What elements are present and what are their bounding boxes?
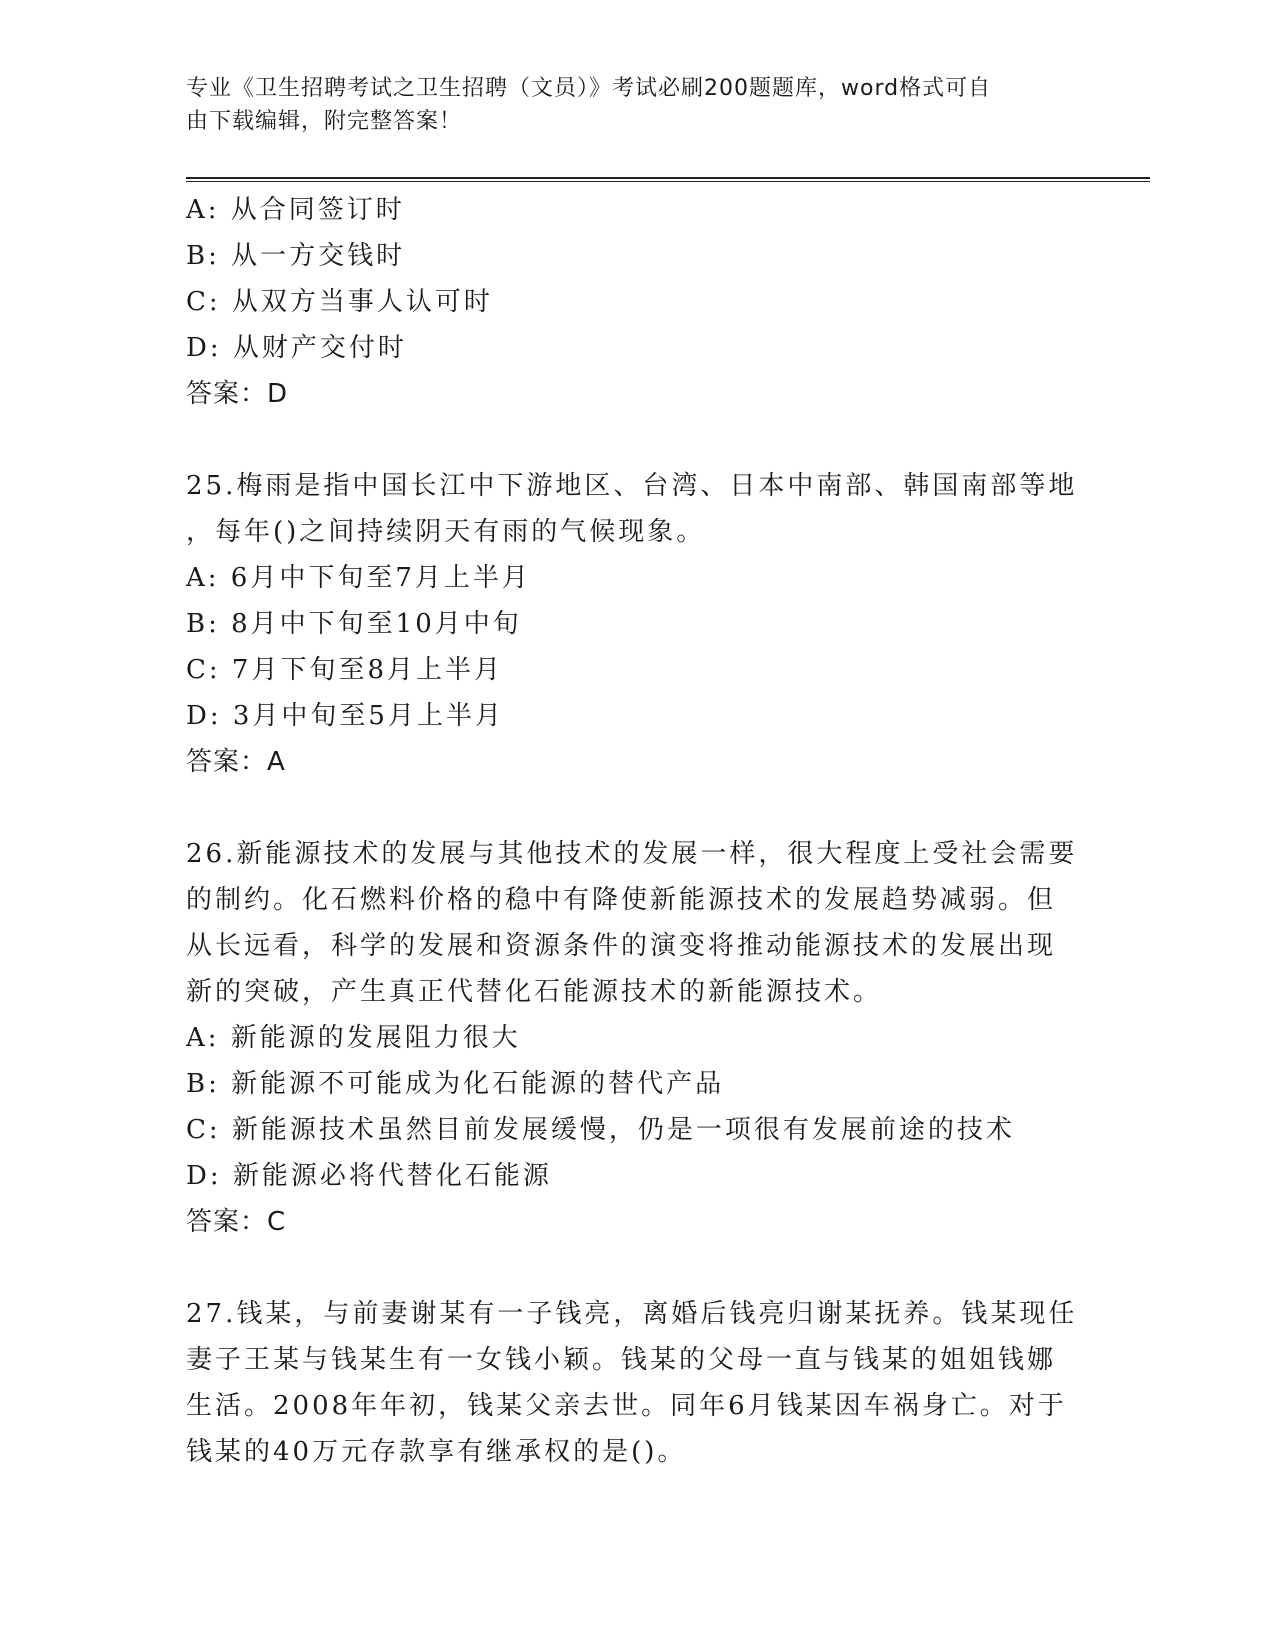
question-text-line: 新的突破，产生真正代替化石能源技术的新能源技术。 [186, 977, 883, 1007]
question-block [186, 463, 1086, 785]
question-text-line: ，每年()之间持续阴天有雨的气候现象。 [186, 517, 706, 547]
document-body [186, 187, 1086, 1475]
option-c: C: 从双方当事人认可时 [186, 287, 493, 317]
option-d: D: 3月中旬至5月上半月 [186, 701, 504, 731]
option-a: A: 新能源的发展阻力很大 [186, 1023, 521, 1053]
option-b: B: 新能源不可能成为化石能源的替代产品 [186, 1069, 725, 1099]
question-text-line: 生活。2008年年初，钱某父亲去世。同年6月钱某因车祸身亡。对于 [186, 1391, 1067, 1421]
question-text-line: 25.梅雨是指中国长江中下游地区、台湾、日本中南部、韩国南部等地 [186, 471, 1078, 501]
option-d: D: 从财产交付时 [186, 333, 407, 363]
question-text-line: 妻子王某与钱某生有一女钱小颖。钱某的父母一直与钱某的姐姐钱娜 [186, 1345, 1057, 1375]
header-divider [186, 177, 1150, 182]
question-block [186, 831, 1086, 1245]
option-c: C: 7月下旬至8月上半月 [186, 655, 504, 685]
question-block [186, 1291, 1086, 1475]
option-c: C: 新能源技术虽然目前发展缓慢，仍是一项很有发展前途的技术 [186, 1115, 1015, 1145]
option-a: A: 从合同签订时 [186, 195, 405, 225]
option-b: B: 8月中下旬至10月中旬 [186, 609, 522, 639]
question-text-line: 钱某的40万元存款享有继承权的是()。 [186, 1437, 687, 1467]
header-line-1: 专业《卫生招聘考试之卫生招聘（文员）》考试必刷200题题库，word格式可自 [186, 76, 992, 101]
question-text-line: 26.新能源技术的发展与其他技术的发展一样，很大程度上受社会需要 [186, 839, 1078, 869]
question-block [186, 187, 1086, 417]
option-a: A: 6月中下旬至7月上半月 [186, 563, 531, 593]
block-spacer [186, 1245, 1086, 1291]
page-header [186, 72, 1086, 138]
answer-line: 答案：C [186, 1207, 287, 1237]
option-d: D: 新能源必将代替化石能源 [186, 1161, 552, 1191]
block-spacer [186, 417, 1086, 463]
answer-line: 答案：A [186, 747, 286, 777]
question-text-line: 27.钱某，与前妻谢某有一子钱亮，离婚后钱亮归谢某抚养。钱某现任 [186, 1299, 1078, 1329]
question-text-line: 从长远看，科学的发展和资源条件的演变将推动能源技术的发展出现 [186, 931, 1057, 961]
question-text-line: 的制约。化石燃料价格的稳中有降使新能源技术的发展趋势减弱。但 [186, 885, 1057, 915]
option-b: B: 从一方交钱时 [186, 241, 406, 271]
answer-line: 答案：D [186, 379, 289, 409]
header-line-2: 由下载编辑，附完整答案！ [186, 109, 463, 134]
block-spacer [186, 785, 1086, 831]
